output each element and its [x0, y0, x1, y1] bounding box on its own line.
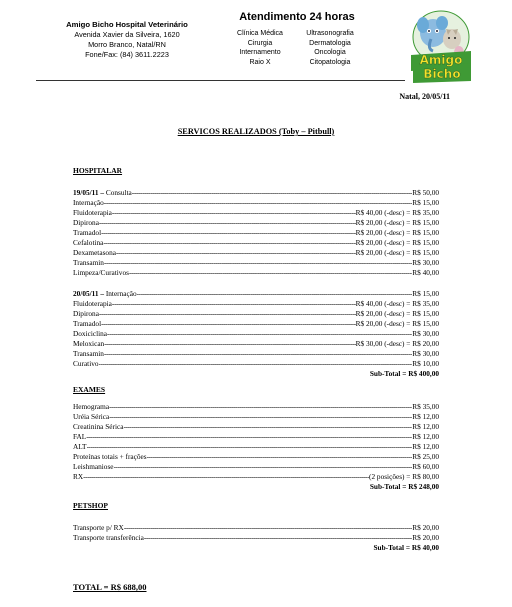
line-item: [73, 359, 439, 369]
line-item-label: [73, 339, 104, 349]
line-item-label: [73, 452, 147, 462]
dotted-leader: [132, 188, 412, 198]
section-heading: HOSPITALAR: [73, 166, 123, 175]
line-item-amount: R$ 12,00: [412, 442, 439, 451]
line-item-label: [73, 218, 99, 228]
line-item-text: Dipirona: [73, 218, 99, 227]
line-item-date: 19/05/11 –: [73, 188, 105, 197]
line-item: [73, 329, 439, 339]
line-item-amount: (2 posições) = R$ 80,00: [369, 472, 439, 481]
line-item: [73, 309, 439, 319]
line-item: [73, 339, 439, 349]
line-item: [73, 349, 439, 359]
line-item-text: Transamin: [73, 258, 104, 267]
line-item: [73, 452, 439, 462]
dotted-leader: [107, 329, 412, 339]
line-item-label: [73, 432, 86, 442]
dotted-leader: [124, 523, 412, 533]
line-item-text: Internação: [104, 289, 137, 298]
document-date: Natal, 20/05/11: [399, 92, 450, 101]
line-item-label: [73, 319, 101, 329]
line-item-text: Tramadol: [73, 228, 102, 237]
line-item: [73, 198, 439, 208]
line-item: [73, 442, 439, 452]
services-left-column: [222, 29, 298, 67]
amigo-bicho-logo: [409, 7, 473, 83]
clinic-phone: Fone/Fax: (84) 3611.2223: [85, 50, 169, 59]
logo-word-2: Bicho: [423, 67, 461, 81]
line-item-text: Dexametasona: [73, 248, 116, 257]
line-item: [73, 462, 439, 472]
line-item-text: FAL: [73, 432, 87, 441]
line-item-amount: R$ 20,00: [412, 533, 439, 542]
exames-list: [73, 402, 439, 482]
dotted-leader: [101, 319, 356, 329]
line-item-text: Cefalotina: [73, 238, 104, 247]
dotted-leader: [99, 218, 356, 228]
line-item: [73, 523, 439, 533]
line-item: [73, 402, 439, 412]
line-item-amount: R$ 12,00: [412, 422, 439, 431]
dotted-leader: [112, 208, 356, 218]
line-item: [73, 208, 439, 218]
section-hospitalar: [73, 166, 439, 379]
line-item-label: [73, 412, 109, 422]
grand-total: TOTAL = R$ 688,00: [73, 582, 147, 592]
line-item: [73, 319, 439, 329]
dotted-leader: [129, 268, 412, 278]
service-item: Internamento: [239, 49, 281, 56]
line-item-label: [73, 228, 101, 238]
subtotal: Sub-Total = R$ 40,00: [373, 543, 439, 552]
line-item-date: 20/05/11 –: [73, 289, 105, 298]
line-item-amount: R$ 40,00 (-desc) = R$ 35,00: [355, 299, 439, 308]
line-item: [73, 533, 439, 543]
service-item: Raio X: [249, 58, 271, 66]
line-item: [73, 268, 439, 278]
line-item-label: [73, 533, 144, 543]
dotted-leader: [103, 238, 355, 248]
line-item-label: [73, 248, 116, 258]
line-item-label: [73, 238, 103, 248]
dotted-leader: [83, 472, 369, 482]
line-item-amount: R$ 30,00 (-desc) = R$ 20,00: [355, 339, 439, 348]
line-item-amount: R$ 30,00: [412, 258, 439, 267]
line-item: [73, 412, 439, 422]
line-item-amount: R$ 25,00: [412, 452, 439, 461]
service-item: Cirurgia: [247, 39, 273, 47]
hospitalar-day2-list: [73, 289, 439, 369]
section-petshop: [73, 501, 439, 553]
subtotal: Sub-Total = R$ 400,00: [369, 369, 439, 378]
line-item-text: Transporte transferência: [73, 533, 144, 542]
line-item-text: Meloxican: [73, 339, 105, 348]
line-item-text: Hemograma: [73, 402, 110, 411]
line-item-amount: R$ 12,00: [412, 432, 439, 441]
line-item: [73, 248, 439, 258]
line-item-label: [73, 208, 112, 218]
dotted-leader: [123, 422, 412, 432]
dotted-leader: [104, 339, 355, 349]
line-item-text: Leishmaniose: [73, 462, 114, 471]
line-item-label: [73, 188, 132, 198]
line-item-text: Dipirona: [73, 309, 99, 318]
line-item-amount: R$ 30,00: [412, 349, 439, 358]
service-item: Oncologia: [314, 49, 346, 56]
service-item: Ultrasonografia: [306, 30, 354, 37]
line-item-text: Transporte p/ RX: [73, 523, 124, 532]
line-item-amount: R$ 20,00 (-desc) = R$ 15,00: [355, 319, 439, 328]
document-title: SERVICOS REALIZADOS (Toby – Pitbull): [177, 127, 335, 136]
dotted-leader: [87, 442, 413, 452]
line-item-text: RX: [73, 472, 84, 481]
line-item-text: Consulta: [104, 188, 132, 197]
line-item: [73, 258, 439, 268]
line-item-text: Limpeza/Curativos: [73, 268, 129, 277]
line-item: [73, 238, 439, 248]
line-item-amount: R$ 10,00: [412, 359, 439, 368]
line-item-text: Fluidoterapia: [73, 299, 112, 308]
line-item-amount: R$ 20,00 (-desc) = R$ 15,00: [355, 218, 439, 227]
clinic-info: [42, 20, 212, 60]
logo-word-1: Amigo: [419, 53, 463, 67]
dotted-leader: [104, 349, 412, 359]
line-item: [73, 472, 439, 482]
clinic-address-line2: Morro Branco, Natal/RN: [88, 40, 166, 49]
dotted-leader: [101, 228, 356, 238]
line-item-amount: R$ 60,00: [412, 462, 439, 471]
line-item-label: [73, 258, 104, 268]
service-columns: [222, 29, 402, 67]
line-item: [73, 228, 439, 238]
line-item-label: [73, 349, 104, 359]
line-item-text: Uréia Sérica: [73, 412, 110, 421]
line-item-label: [73, 198, 104, 208]
line-item-label: [73, 523, 124, 533]
dotted-leader: [114, 462, 413, 472]
section-heading: EXAMES: [73, 385, 106, 394]
line-item-label: [73, 309, 99, 319]
line-item-text: ALT: [73, 442, 87, 451]
dotted-leader: [99, 359, 413, 369]
line-item-amount: R$ 40,00: [412, 268, 439, 277]
dotted-leader: [104, 258, 412, 268]
line-item-label: [73, 299, 112, 309]
line-item-label: [73, 472, 83, 482]
line-item-label: [73, 289, 137, 299]
dotted-leader: [109, 412, 412, 422]
line-item-label: [73, 442, 87, 452]
subtotal: Sub-Total = R$ 248,00: [369, 482, 439, 491]
line-item-amount: R$ 35,00: [412, 402, 439, 411]
petshop-list: [73, 523, 439, 543]
dotted-leader: [144, 533, 412, 543]
line-item: [73, 188, 439, 198]
line-item: [73, 432, 439, 442]
dotted-leader: [112, 299, 356, 309]
line-item-text: Transamin: [73, 349, 104, 358]
line-item-label: [73, 359, 99, 369]
line-item-amount: R$ 15,00: [412, 289, 439, 298]
line-item-label: [73, 462, 114, 472]
line-item-label: [73, 268, 129, 278]
dotted-leader: [109, 402, 412, 412]
line-item: [73, 422, 439, 432]
service-item: Clínica Médica: [237, 30, 283, 37]
dotted-leader: [116, 248, 356, 258]
line-item-amount: R$ 20,00 (-desc) = R$ 15,00: [355, 228, 439, 237]
line-item: [73, 218, 439, 228]
line-item-text: Tramadol: [73, 319, 102, 328]
line-item-label: [73, 329, 107, 339]
line-item-amount: R$ 20,00: [412, 523, 439, 532]
line-item-text: Internação: [73, 198, 104, 207]
section-exames: [73, 385, 439, 492]
dotted-leader: [104, 198, 412, 208]
attention-hours: Atendimento 24 horas: [239, 11, 355, 23]
line-item: [73, 299, 439, 309]
line-item-text: Proteínas totais + frações: [73, 452, 147, 461]
line-item-amount: R$ 12,00: [412, 412, 439, 421]
line-item-text: Curativo: [73, 359, 99, 368]
dotted-leader: [86, 432, 412, 442]
line-item-amount: R$ 50,00: [412, 188, 439, 197]
dotted-leader: [147, 452, 413, 462]
line-item-amount: R$ 40,00 (-desc) = R$ 35,00: [355, 208, 439, 217]
service-item: Dermatologia: [309, 39, 351, 47]
header-divider: [36, 80, 405, 81]
services-right-column: [298, 29, 362, 67]
line-item-amount: R$ 15,00: [412, 198, 439, 207]
line-item-amount: R$ 20,00 (-desc) = R$ 15,00: [355, 248, 439, 257]
line-item-label: [73, 402, 109, 412]
line-item-amount: R$ 20,00 (-desc) = R$ 15,00: [355, 309, 439, 318]
clinic-address-line1: Avenida Xavier da Silveira, 1620: [74, 30, 180, 39]
line-item-text: Doxiciclina: [73, 329, 108, 338]
line-item-text: Fluidoterapia: [73, 208, 112, 217]
services-header: [222, 11, 402, 67]
dotted-leader: [137, 289, 413, 299]
line-item-amount: R$ 30,00: [412, 329, 439, 338]
line-item: [73, 289, 439, 299]
hospitalar-day1-list: [73, 188, 439, 278]
line-item-text: Creatinina Sérica: [73, 422, 124, 431]
dotted-leader: [99, 309, 356, 319]
clinic-name: Amigo Bicho Hospital Veterinário: [66, 20, 188, 29]
section-heading: PETSHOP: [73, 501, 109, 510]
line-item-label: [73, 422, 123, 432]
service-item: Citopatologia: [309, 58, 351, 66]
line-item-amount: R$ 20,00 (-desc) = R$ 15,00: [355, 238, 439, 247]
